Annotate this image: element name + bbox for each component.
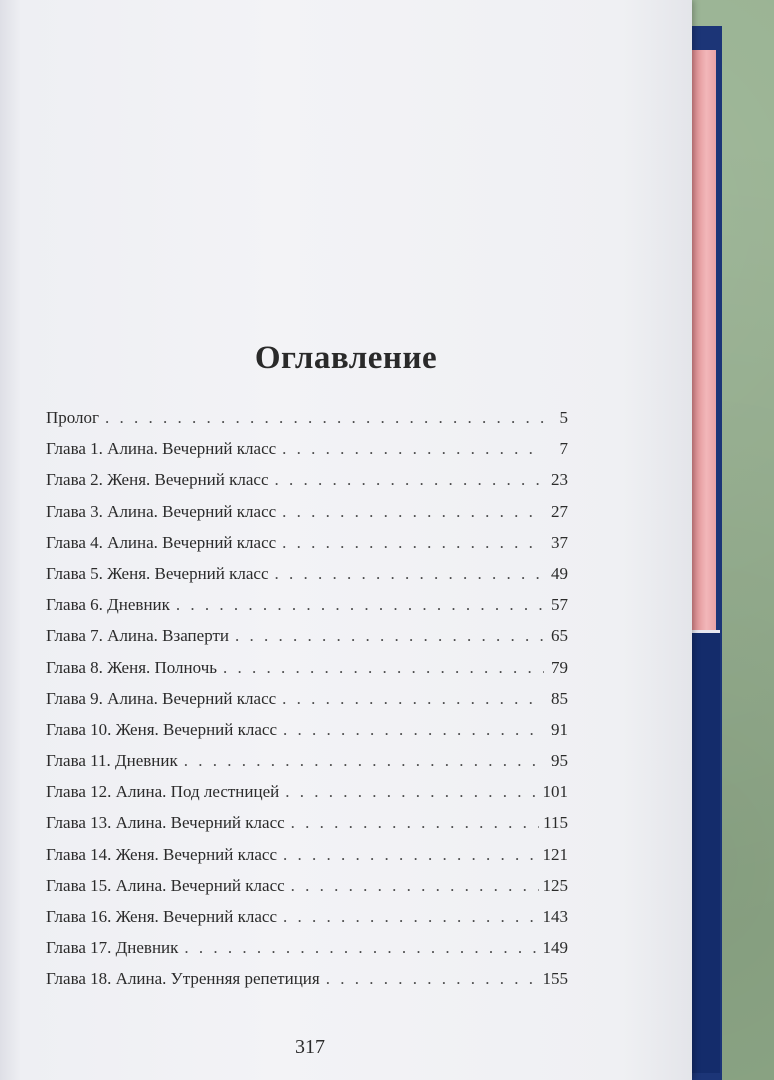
toc-entry-label: Глава 1. Алина. Вечерний класс bbox=[46, 439, 277, 459]
toc-entry-label: Глава 11. Дневник bbox=[46, 751, 178, 771]
toc-entry-page: 57 bbox=[551, 595, 568, 615]
toc-dot-leader bbox=[176, 595, 544, 615]
toc-entry-page: 23 bbox=[551, 470, 568, 490]
toc-entry-label: Пролог bbox=[46, 408, 100, 427]
toc-entry-page: 85 bbox=[551, 688, 568, 708]
toc-entry-label: Глава 4. Алина. Вечерний класс bbox=[46, 532, 277, 552]
page-title: Оглавление bbox=[254, 340, 438, 376]
toc-entry-label: Глава 13. Алина. Вечерний класс bbox=[46, 813, 285, 833]
toc-entry-page: 95 bbox=[551, 751, 568, 771]
toc-entry bbox=[46, 813, 568, 844]
toc-dot-leader bbox=[235, 626, 544, 646]
toc-entry-page: 125 bbox=[542, 875, 568, 895]
toc-entry bbox=[46, 564, 568, 595]
toc-dot-leader bbox=[282, 439, 544, 459]
toc-entry bbox=[46, 502, 568, 533]
toc-entry-label: Глава 10. Женя. Вечерний класс bbox=[46, 719, 277, 739]
toc-entry bbox=[46, 782, 568, 813]
toc-entry-label: Глава 3. Алина. Вечерний класс bbox=[46, 501, 277, 521]
toc-entry-page: 143 bbox=[542, 907, 568, 926]
toc-dot-leader bbox=[282, 689, 544, 709]
toc-entry-page: 37 bbox=[551, 532, 568, 552]
toc-entry-page: 101 bbox=[542, 782, 568, 802]
toc-entry bbox=[46, 533, 568, 564]
toc-entry-label: Глава 14. Женя. Вечерний класс bbox=[46, 844, 277, 864]
toc-entry bbox=[46, 876, 568, 907]
toc-entry-page: 5 bbox=[559, 408, 568, 427]
toc-entry bbox=[46, 969, 568, 1000]
toc-entry bbox=[46, 720, 568, 751]
toc-dot-leader bbox=[275, 470, 545, 490]
toc-entry-page: 121 bbox=[542, 844, 568, 864]
toc-dot-leader bbox=[285, 782, 538, 802]
toc-entry-label: Глава 8. Женя. Полночь bbox=[46, 657, 218, 677]
toc-entry bbox=[46, 938, 568, 969]
toc-dot-leader bbox=[105, 408, 544, 428]
toc-dot-leader bbox=[291, 813, 539, 833]
toc-dot-leader bbox=[326, 969, 539, 989]
toc-dot-leader bbox=[283, 907, 539, 927]
toc-dot-leader bbox=[283, 720, 544, 740]
toc-entry-page: 7 bbox=[559, 439, 568, 459]
toc-dot-leader bbox=[291, 876, 539, 896]
toc-entry-page: 115 bbox=[543, 813, 568, 833]
toc-entry bbox=[46, 907, 568, 938]
toc-entry-label: Глава 16. Женя. Вечерний класс bbox=[46, 907, 277, 926]
toc-entry-page: 149 bbox=[542, 938, 568, 958]
toc-entry-label: Глава 5. Женя. Вечерний класс bbox=[46, 563, 269, 583]
toc-entry-label: Глава 12. Алина. Под лестницей bbox=[46, 782, 280, 802]
toc-entry-page: 65 bbox=[551, 626, 568, 646]
toc-entry bbox=[46, 658, 568, 689]
toc-dot-leader bbox=[275, 564, 545, 584]
toc-entry-label: Глава 15. Алина. Вечерний класс bbox=[46, 875, 285, 895]
toc-entry bbox=[46, 845, 568, 876]
toc-dot-leader bbox=[282, 502, 544, 522]
page-number: 317 bbox=[295, 1036, 325, 1058]
toc-entry-page: 79 bbox=[551, 657, 568, 677]
cover-pink-strip bbox=[692, 50, 716, 630]
toc-dot-leader bbox=[282, 533, 544, 553]
cover-navy-block bbox=[688, 630, 720, 1073]
toc-entry bbox=[46, 626, 568, 657]
toc-entry-label: Глава 7. Алина. Взаперти bbox=[46, 626, 229, 646]
toc-dot-leader bbox=[223, 658, 544, 678]
toc-entry-label: Глава 2. Женя. Вечерний класс bbox=[46, 470, 269, 490]
toc-entry bbox=[46, 595, 568, 626]
toc-entry bbox=[46, 408, 568, 439]
toc-dot-leader bbox=[283, 845, 539, 865]
toc-entry-label: Глава 6. Дневник bbox=[46, 595, 170, 615]
toc-entry-page: 49 bbox=[551, 563, 568, 583]
toc-entry-page: 27 bbox=[551, 501, 568, 521]
toc-entry bbox=[46, 751, 568, 782]
toc-dot-leader bbox=[184, 751, 544, 771]
toc-entry-page: 91 bbox=[551, 719, 568, 739]
toc-entry-page: 155 bbox=[542, 969, 568, 989]
table-of-contents bbox=[46, 408, 568, 1001]
toc-dot-leader bbox=[184, 938, 538, 958]
toc-entry bbox=[46, 470, 568, 501]
toc-entry-label: Глава 18. Алина. Утренняя репетиция bbox=[46, 969, 320, 989]
toc-entry bbox=[46, 689, 568, 720]
toc-entry-label: Глава 9. Алина. Вечерний класс bbox=[46, 688, 277, 708]
toc-entry bbox=[46, 439, 568, 470]
toc-entry-label: Глава 17. Дневник bbox=[46, 938, 179, 958]
